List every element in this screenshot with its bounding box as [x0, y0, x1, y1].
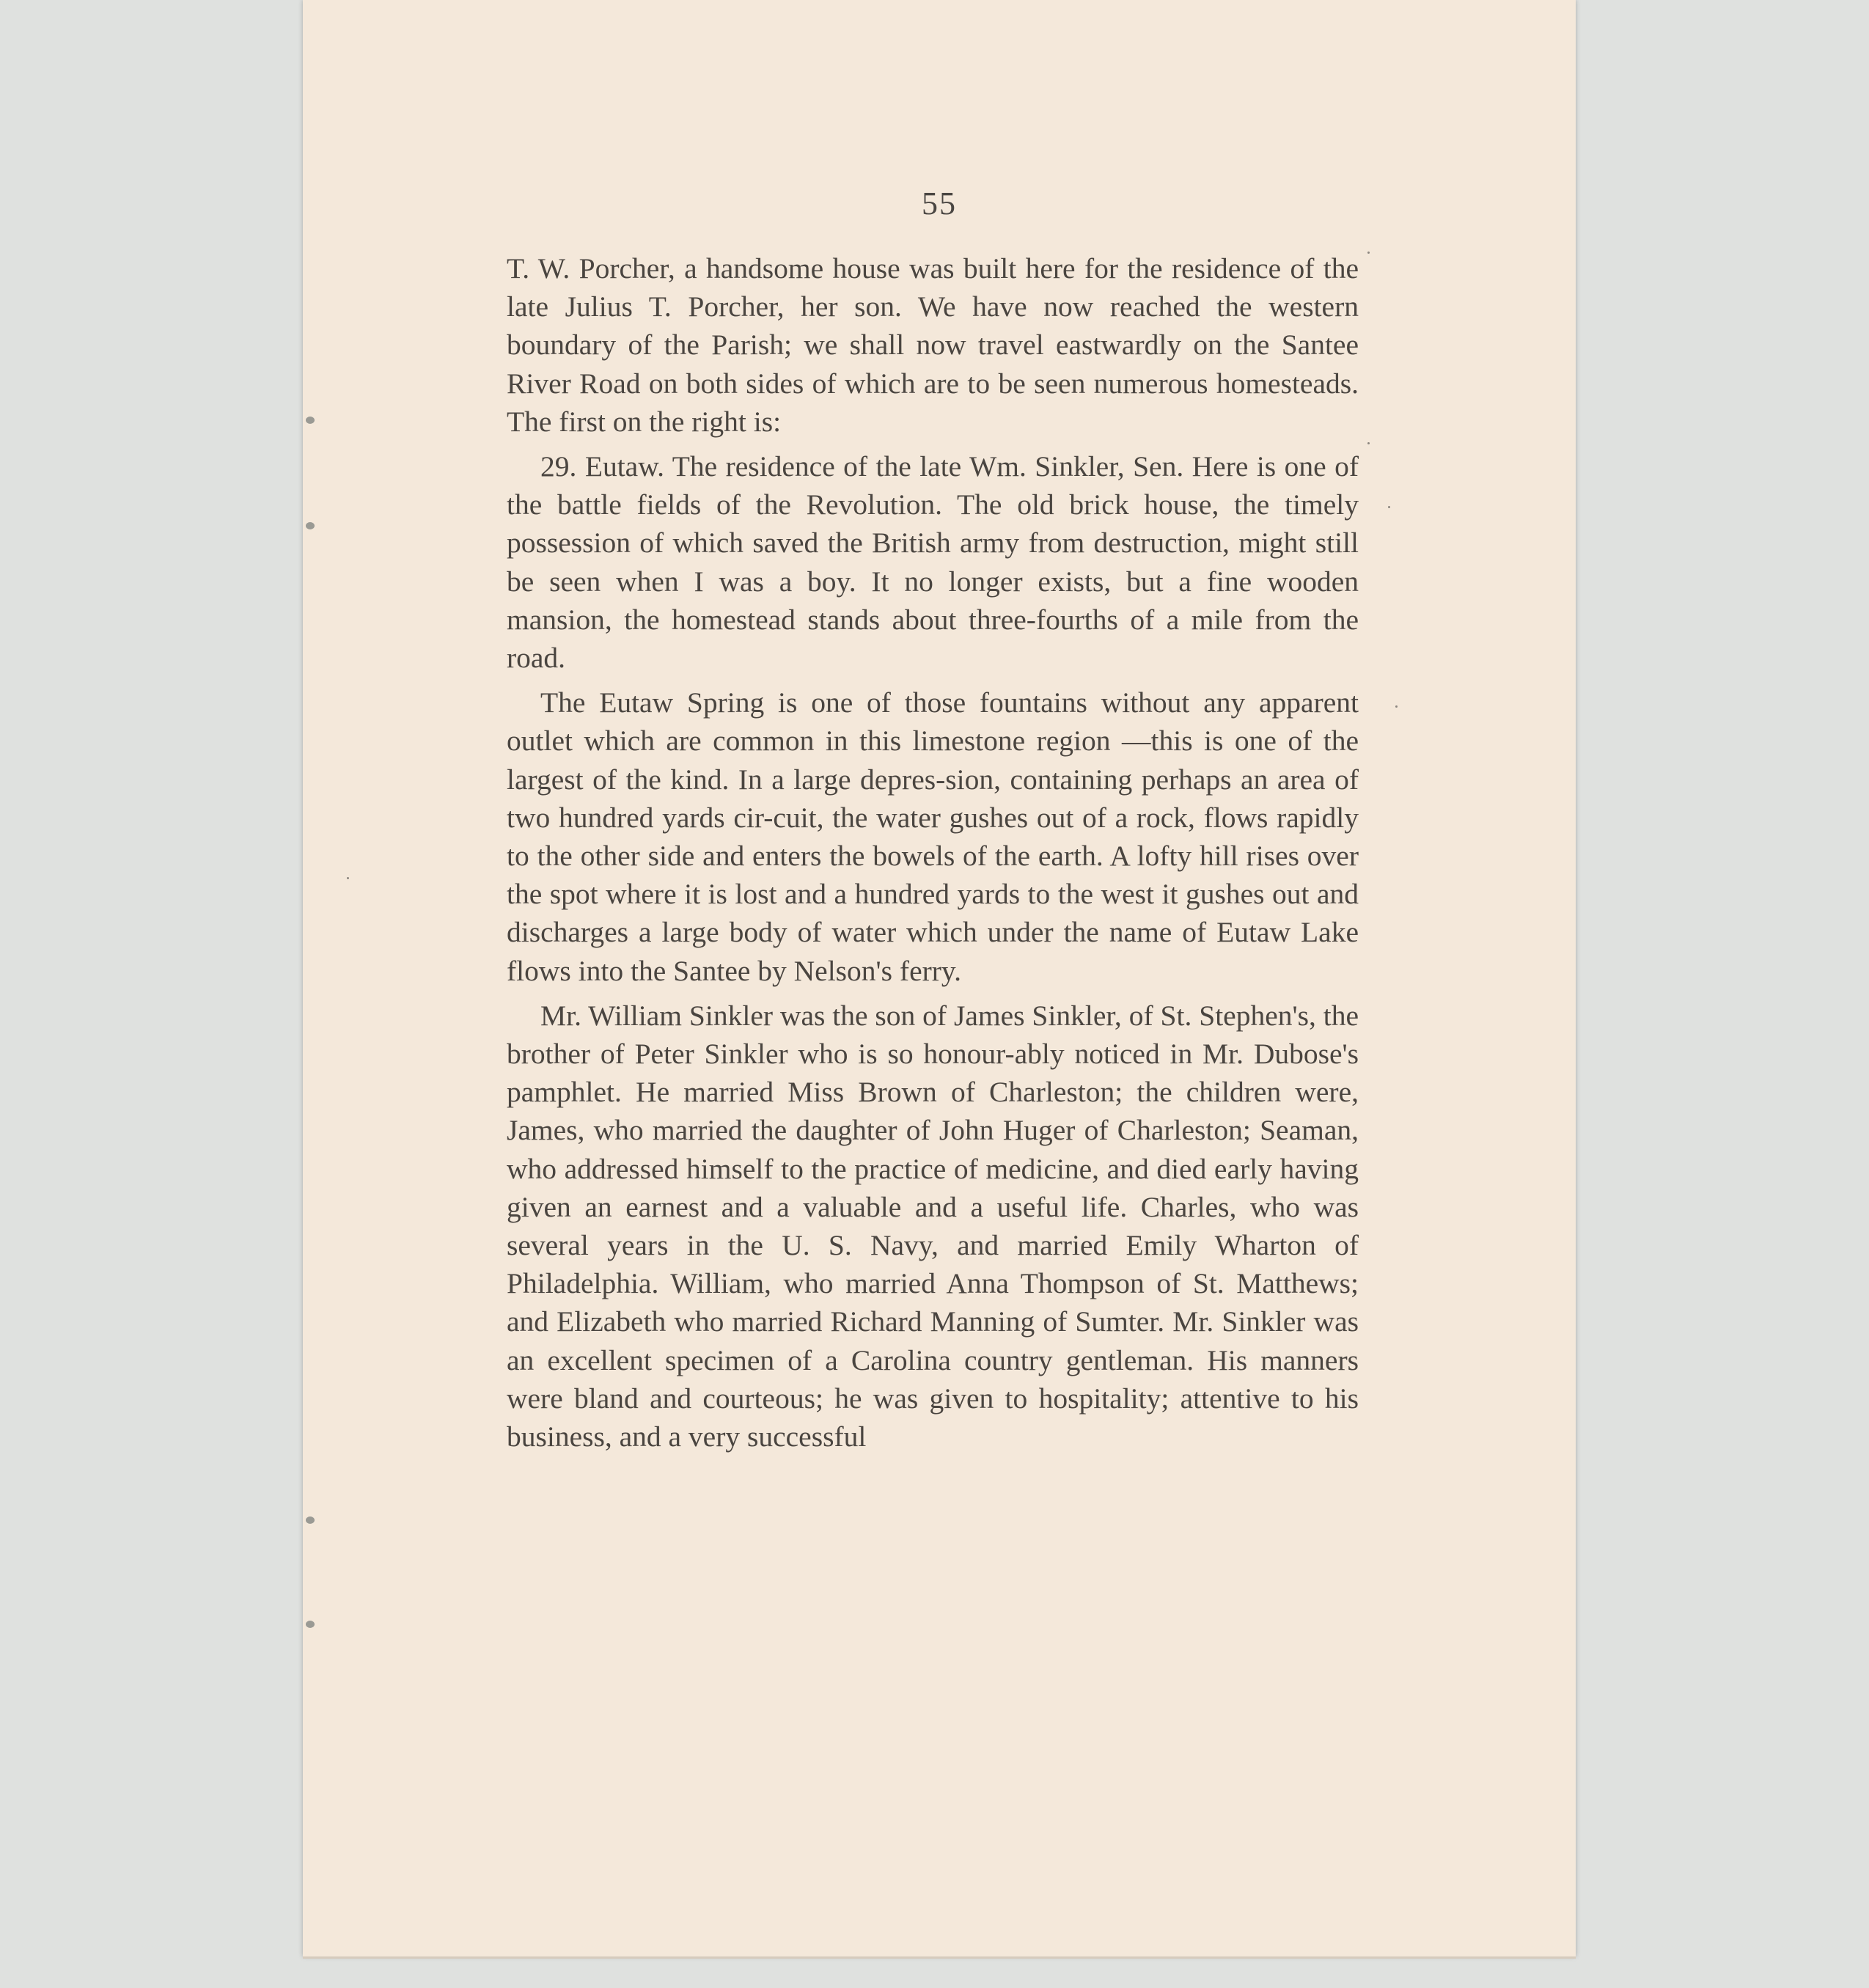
paragraph: T. W. Porcher, a handsome house was built here for the residence of the late Julius T. Porcher, her son. We have now reached the western boundary of the Parish; we shall now travel eastwardly on the Santee River Road on both sides of which are to be seen numerous homesteads. The first on the right is:	[507, 252, 1359, 438]
paper-speck	[1367, 442, 1370, 444]
punch-hole-mark	[306, 417, 315, 424]
page-number: 55	[922, 186, 957, 221]
paragraph: The Eutaw Spring is one of those fountains without any apparent outlet which are common in this limestone region —this is one of the largest of the kind. In a large depres-sion, containing perhaps an area of two hundred yards cir-cuit, the water gushes out of a rock, flows rapidly to the other side and enters the bowels of the earth. A lofty hill rises over the spot where it is lost and a hundred yards to the west it gushes out and discharges a large body of water which under the name of Eutaw Lake flows into the Santee by Nelson's ferry.	[507, 686, 1359, 987]
paragraph: 29. Eutaw. The residence of the late Wm. Sinkler, Sen. Here is one of the battle fields of the Revolution. The old brick house, the timely possession of which saved the British army from destruction, might still be seen when I was a boy. It no longer exists, but a fine wooden mansion, the homestead stands about three-fourths of a mile from the road.	[507, 450, 1359, 675]
book-page	[303, 0, 1576, 1956]
paper-speck	[347, 877, 349, 879]
body-text	[507, 249, 1359, 1462]
punch-hole-mark	[306, 522, 315, 529]
paper-speck	[1367, 252, 1370, 254]
paragraph: Mr. William Sinkler was the son of James Sinkler, of St. Stephen's, the brother of Peter Sinkler who is so honour-ably noticed in Mr. Dubose's pamphlet. He married Miss Brown of Charleston; the children were, James, who married the daughter of John Huger of Charleston; Seaman, who addressed himself to the practice of medicine, and died early having given an earnest and a valuable and a useful life. Charles, who was several years in the U. S. Navy, and married Emily Wharton of Philadelphia. William, who married Anna Thompson of St. Matthews; and Elizabeth who married Richard Manning of Sumter. Mr. Sinkler was an excellent specimen of a Carolina country gentleman. His manners were bland and courteous; he was given to hospitality; attentive to his business, and a very successful	[507, 999, 1359, 1453]
paper-speck	[1395, 705, 1398, 708]
paper-speck	[1388, 506, 1390, 508]
page-bottom-edge	[303, 1956, 1576, 1959]
punch-hole-mark	[306, 1621, 315, 1628]
punch-hole-mark	[306, 1516, 315, 1524]
